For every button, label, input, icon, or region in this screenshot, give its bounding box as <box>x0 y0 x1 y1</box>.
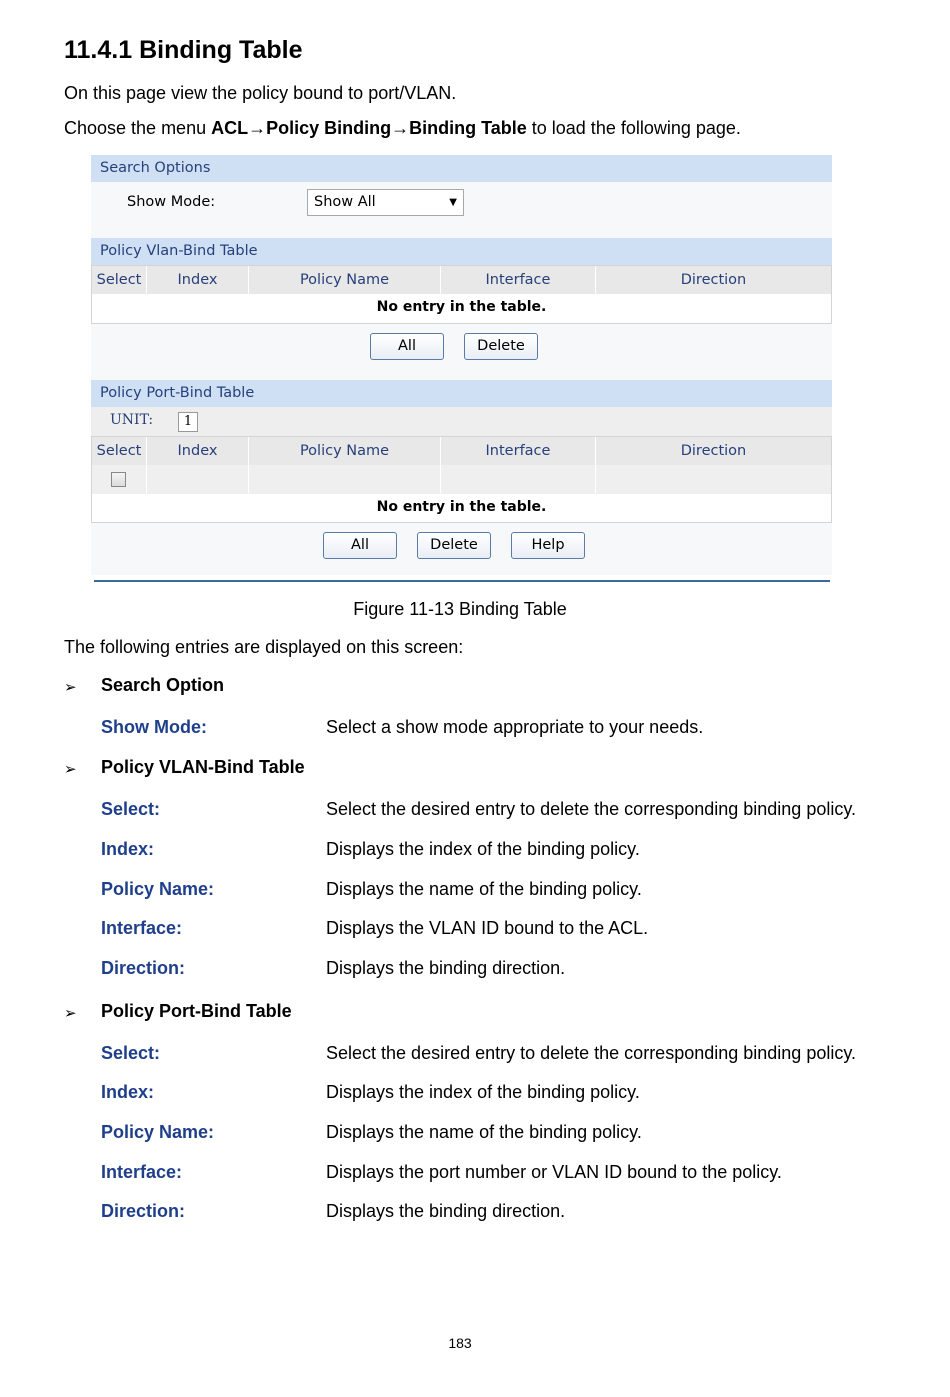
menu-suffix: to load the following page. <box>526 118 741 138</box>
port-all-button[interactable]: All <box>323 532 397 559</box>
show-mode-select[interactable] <box>307 189 464 216</box>
description: Displays the binding direction. <box>326 1201 566 1221</box>
term: Select: <box>101 1043 161 1063</box>
description: Displays the name of the binding policy. <box>326 1122 642 1142</box>
port-bind-table <box>91 436 832 523</box>
col-select: Select <box>96 443 142 459</box>
term: Index: <box>101 839 155 859</box>
description: Displays the port number or VLAN ID bound to the policy. <box>326 1162 782 1182</box>
menu-path-text <box>64 118 741 139</box>
figure-rule <box>94 580 830 582</box>
figure-caption: Figure 11-13 Binding Table <box>353 599 567 619</box>
help-button[interactable]: Help <box>511 532 585 559</box>
col-select: Select <box>96 272 142 288</box>
description: Select the desired entry to delete the corresponding binding policy. <box>326 1043 856 1063</box>
col-direction: Direction <box>680 272 747 288</box>
vlan-all-button[interactable]: All <box>370 333 444 360</box>
menu-path: ACL→Policy Binding→Binding Table <box>211 118 527 138</box>
col-direction: Direction <box>680 443 747 459</box>
chevron-down-icon: ▼ <box>449 197 457 208</box>
vlan-delete-button[interactable]: Delete <box>464 333 538 360</box>
vlan-table-header: Policy Vlan-Bind Table <box>91 238 832 265</box>
unit-row <box>91 407 832 436</box>
port-no-entry: No entry in the table. <box>376 499 547 515</box>
vlan-no-entry: No entry in the table. <box>376 299 547 315</box>
term: Show Mode: <box>101 717 207 737</box>
port-table-header: Policy Port-Bind Table <box>91 380 832 407</box>
section-title: Policy VLAN-Bind Table <box>101 757 305 777</box>
term: Direction: <box>101 1201 186 1221</box>
port-delete-button[interactable]: Delete <box>417 532 491 559</box>
arrow-bullet-icon: ➢ <box>64 679 77 696</box>
term: Direction: <box>101 958 186 978</box>
description: Displays the index of the binding policy. <box>326 839 640 859</box>
description: Displays the VLAN ID bound to the ACL. <box>326 918 649 938</box>
col-index: Index <box>177 272 218 288</box>
port-table-column-header <box>92 437 831 465</box>
col-policy-name: Policy Name <box>299 272 390 288</box>
term: Index: <box>101 1082 155 1102</box>
description: Select a show mode appropriate to your needs. <box>326 717 704 737</box>
section-title: Search Option <box>101 675 225 695</box>
binding-table-screenshot <box>91 155 832 575</box>
menu-prefix: Choose the menu <box>64 118 212 138</box>
unit-1-tab[interactable]: 1 <box>178 412 198 432</box>
term: Interface: <box>101 918 183 938</box>
col-interface: Interface <box>485 443 551 459</box>
term: Select: <box>101 799 161 819</box>
description: Select the desired entry to delete the corresponding binding policy. <box>326 799 856 819</box>
show-mode-label: Show Mode: <box>127 194 216 210</box>
term: Interface: <box>101 1162 183 1182</box>
entries-intro: The following entries are displayed on this screen: <box>64 637 464 657</box>
term: Policy Name: <box>101 1122 215 1142</box>
description: Displays the index of the binding policy. <box>326 1082 640 1102</box>
term: Policy Name: <box>101 879 215 899</box>
col-policy-name: Policy Name <box>299 443 390 459</box>
section-heading: 11.4.1 Binding Table <box>64 36 303 64</box>
vlan-table-column-header <box>92 266 831 294</box>
section-title: Policy Port-Bind Table <box>101 1001 292 1021</box>
arrow-bullet-icon: ➢ <box>64 761 77 778</box>
unit-label: UNIT: <box>110 412 154 428</box>
search-options-header: Search Options <box>91 155 832 182</box>
page-number: 183 <box>448 1335 472 1351</box>
filter-row <box>92 465 831 494</box>
show-mode-value: Show All <box>314 194 376 210</box>
description: Displays the binding direction. <box>326 958 566 978</box>
vlan-bind-table <box>91 265 832 324</box>
intro-text: On this page view the policy bound to port/VLAN. <box>64 83 457 103</box>
arrow-bullet-icon: ➢ <box>64 1005 77 1022</box>
col-index: Index <box>177 443 218 459</box>
description: Displays the name of the binding policy. <box>326 879 642 899</box>
col-interface: Interface <box>485 272 551 288</box>
select-all-checkbox[interactable] <box>111 472 126 487</box>
